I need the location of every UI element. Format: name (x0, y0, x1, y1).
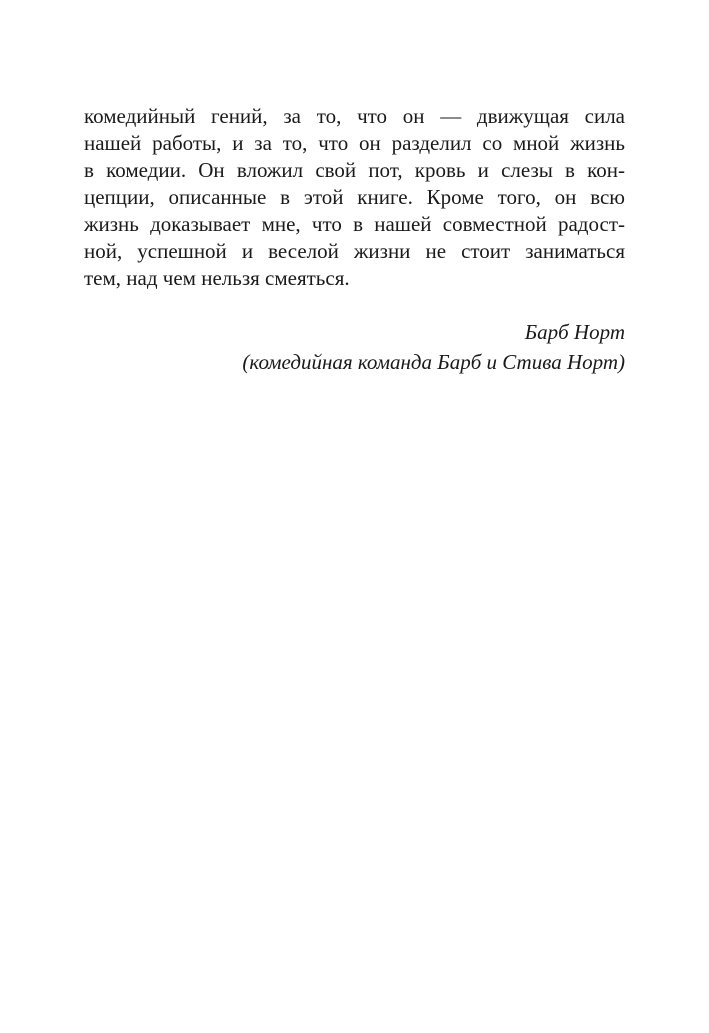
body-line: ной, успешной и веселой жизни не стоит заниматься (84, 239, 625, 263)
body-line: в комедии. Он вложил свой пот, кровь и слезы в кон- (84, 158, 625, 182)
signature-name: Барб Норт (524, 320, 625, 344)
body-line: тем, над чем нельзя смеяться. (84, 266, 350, 290)
signature-block (84, 317, 625, 377)
body-line: жизнь доказывает мне, что в нашей совместной радост- (84, 212, 625, 236)
signature-affiliation: (комедийная команда Барб и Стива Норт) (242, 350, 625, 374)
body-paragraph (84, 103, 625, 292)
body-line: комедийный гений, за то, что он — движущая сила (84, 104, 625, 128)
body-line: цепции, описанные в этой книге. Кроме того, он всю (84, 185, 625, 209)
body-line: нашей работы, и за то, что он разделил со мной жизнь (84, 131, 625, 155)
